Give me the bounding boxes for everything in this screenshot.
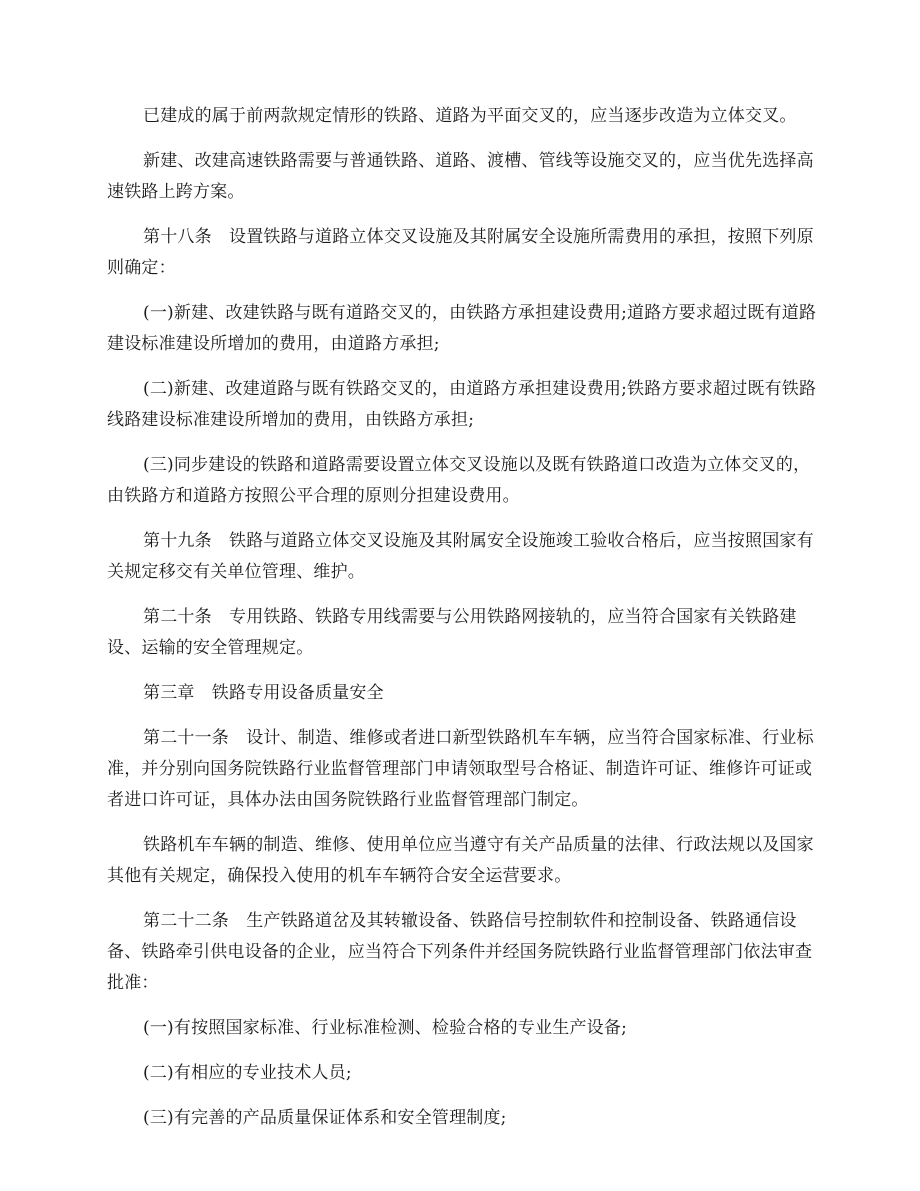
article-18-item-3: (三)同步建设的铁路和道路需要设置立体交叉设施以及既有铁路道口改造为立体交叉的，由铁路方和道路方按照公平合理的原则分担建设费用。 [107, 455, 811, 506]
paragraph-high-speed-overpass: 新建、改建高速铁路需要与普通铁路、道路、渡槽、管线等设施交叉的，应当优先选择高速铁路上跨方案。 [107, 151, 814, 202]
article-18-item-1: (一)新建、改建铁路与既有道路交叉的，由铁路方承担建设费用;道路方要求超过既有道路建设标准建设所增加的费用，由道路方承担; [107, 303, 817, 354]
article-21-paragraph-2: 铁路机车车辆的制造、维修、使用单位应当遵守有关产品质量的法律、行政法规以及国家其他有关规定，确保投入使用的机车车辆符合安全运营要求。 [107, 835, 814, 886]
article-22: 第二十二条 生产铁路道岔及其转辙设备、铁路信号控制软件和控制设备、铁路通信设备、铁路牵引供电设备的企业，应当符合下列条件并经国务院铁路行业监督管理部门依法审查批准： [107, 911, 813, 993]
article-19: 第十九条 铁路与道路立体交叉设施及其附属安全设施竣工验收合格后，应当按照国家有关规定移交有关单位管理、维护。 [107, 531, 814, 582]
article-22-item-1: (一)有按照国家标准、行业标准检测、检验合格的专业生产设备; [143, 1018, 627, 1038]
article-18-item-2: (二)新建、改建道路与既有铁路交叉的，由道路方承担建设费用;铁路方要求超过既有铁路线路建设标准建设所增加的费用，由铁路方承担; [107, 379, 817, 430]
article-21: 第二十一条 设计、制造、维修或者进口新型铁路机车车辆，应当符合国家标准、行业标准，并分别向国务院铁路行业监督管理部门申请领取型号合格证、制造许可证、维修许可证或者进口许可证，具体办法由国务院铁路行业监督管理部门制定。 [107, 728, 814, 810]
article-18-heading: 第十八条 设置铁路与道路立体交叉设施及其附属安全设施所需费用的承担，按照下列原则确定： [107, 227, 814, 278]
document-page [107, 101, 823, 1148]
paragraph-demolish-level-crossings: 已建成的属于前两款规定情形的铁路、道路为平面交叉的，应当逐步改造为立体交叉。 [143, 106, 797, 126]
article-20: 第二十条 专用铁路、铁路专用线需要与公用铁路网接轨的，应当符合国家有关铁路建设、运输的安全管理规定。 [107, 607, 797, 658]
article-22-item-3: (三)有完善的产品质量保证体系和安全管理制度; [143, 1108, 507, 1128]
chapter-3-title: 第三章 铁路专用设备质量安全 [143, 683, 384, 703]
article-22-item-2: (二)有相应的专业技术人员; [143, 1063, 352, 1083]
